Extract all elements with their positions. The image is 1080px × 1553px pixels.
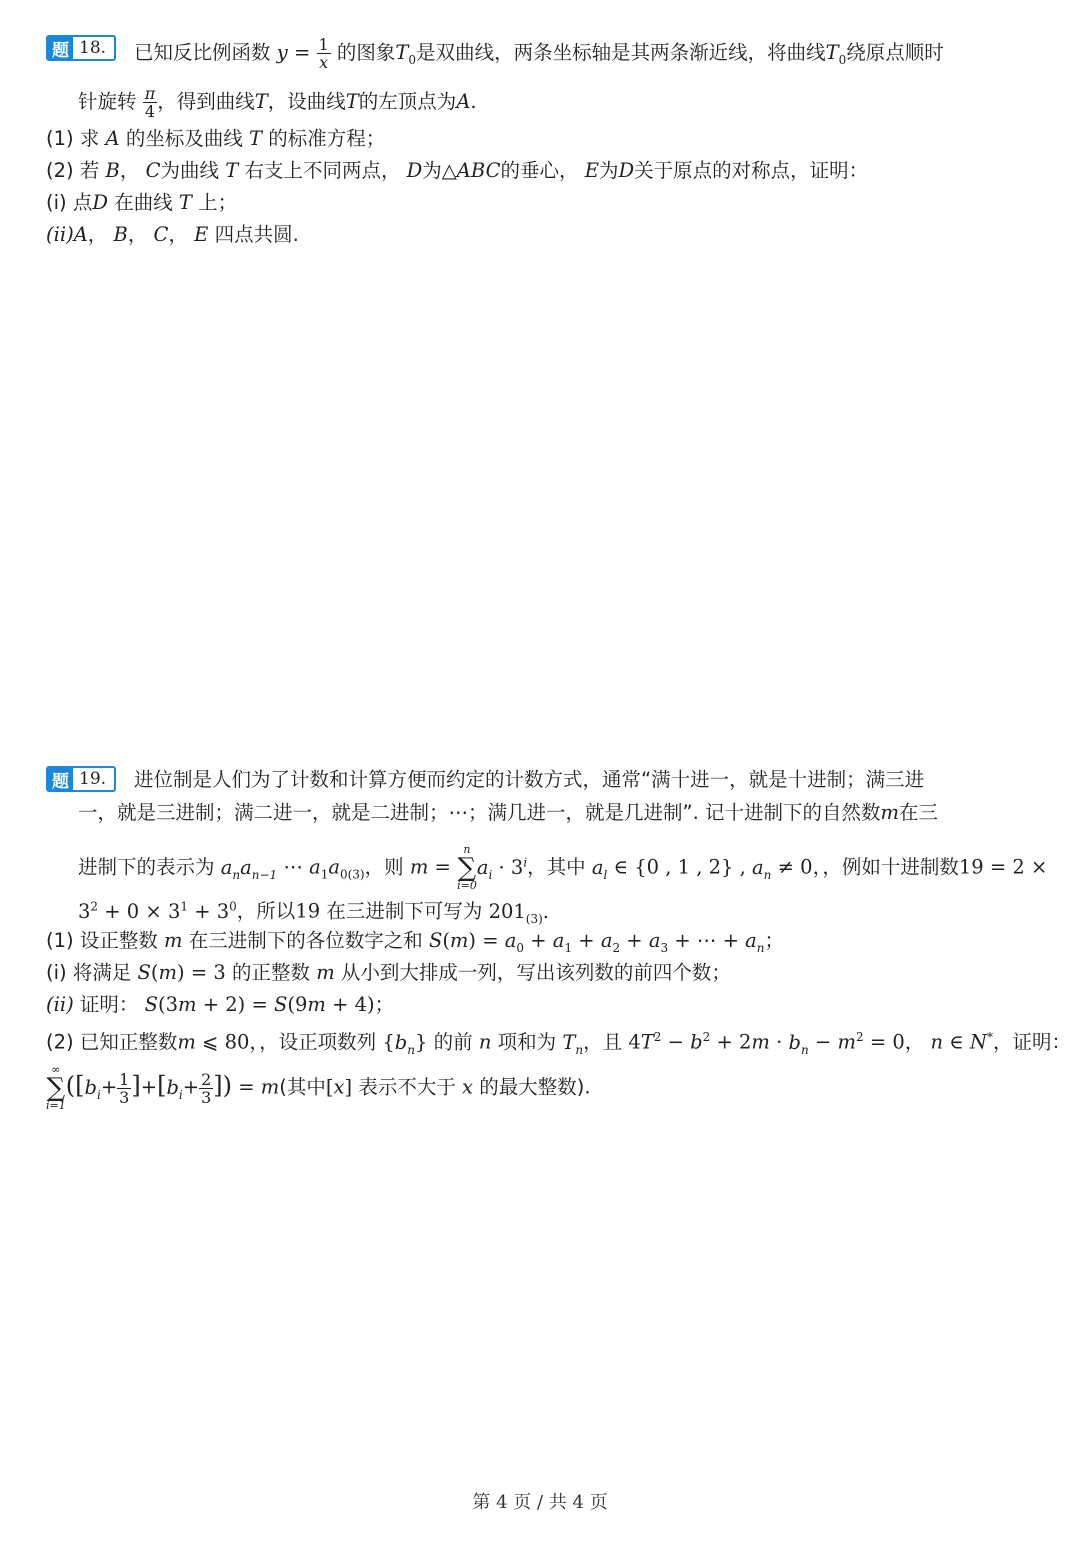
badge-tag: 题 <box>48 768 73 790</box>
q19-line-3: 进制下的表示为 $a_na_{n-1}$ ⋯ $a_1a_{0(3)}$，则 m = n ∑ i=0 $a_i \cdot 3^i$，其中 $a_l$ ∈ {0 , 1 , 2} , $a_n \ne 0$，，例如十进制数19 = 2 × <box>78 843 1048 892</box>
q18-line-2: 针旋转 $\frac{\pi}{4}$ ，得到曲线T，设曲线T的左顶点为A. <box>78 84 477 121</box>
badge-tag: 题 <box>48 37 73 59</box>
q19-line-2: 一，就是三进制；满二进一，就是二进制；⋯；满几进一，就是几进制”. 记十进制下的自然数m在三 <box>78 801 939 824</box>
badge-number: 18. <box>79 38 107 58</box>
q19-part-2-formula: ∞ ∑ i=1 ([$b_i+$ $\frac{1}{3}$ ]$+[b_i+$ $\frac{2}{3}$ ]) = m(其中[x] 表示不大于 x 的最大整数). <box>46 1063 591 1112</box>
q19-part-1: (1) 设正整数 m 在三进制下的各位数字之和 $S(m) = a_0 + a_1 + a_2 + a_3$ + ⋯ + $a_n$； <box>46 929 785 955</box>
q19-line-1: 进位制是人们为了计数和计算方便而约定的计数方式，通常“满十进一，就是十进制；满三进 <box>134 768 925 791</box>
q18-part-2-ii: (ii)A， B， C， E 四点共圆. <box>46 223 299 246</box>
q18-part-2: (2) 若 B， C为曲线 T 右支上不同两点， D为△ABC的垂心， E为D关于原点的对称点，证明： <box>46 159 869 182</box>
q19-part-2: (2) 已知正整数m ⩽ 80，，设正项数列 $\{b_n\}$ 的前 n 项和为 $T_n$，且 $4T^2 - b^2 + 2m \cdot b_n - m^2 = 0$， n ∈ N*，证明： <box>46 1030 1071 1057</box>
q19-line-4: $3^2 + 0 \times 3^1 + 3^0$，所以19 在三进制下可写为 $201_{(3)}$. <box>78 899 549 926</box>
q19-part-1-ii: (ii) 证明： S(3m + 2) = S(9m + 4)； <box>46 993 395 1016</box>
q19-part-1-i: (i) 将满足 S(m) = 3 的正整数 m 从小到大排成一列，写出该列数的前四个数； <box>46 961 731 984</box>
badge-number: 19. <box>79 769 107 789</box>
problem-badge-19 <box>46 766 116 792</box>
q18-part-2-i: (i) 点D 在曲线 T 上； <box>46 191 238 214</box>
problem-badge-18 <box>46 35 116 61</box>
page-footer: 第 4 页 / 共 4 页 <box>472 1492 608 1513</box>
q18-line-1: 已知反比例函数 y = $\frac{1}{x}$ 的图象$T_0$是双曲线，两条坐标轴是其两条渐近线，将曲线$T_0$绕原点顺时 <box>134 35 944 72</box>
q18-part-1: (1) 求 A 的坐标及曲线 T 的标准方程； <box>46 127 386 150</box>
